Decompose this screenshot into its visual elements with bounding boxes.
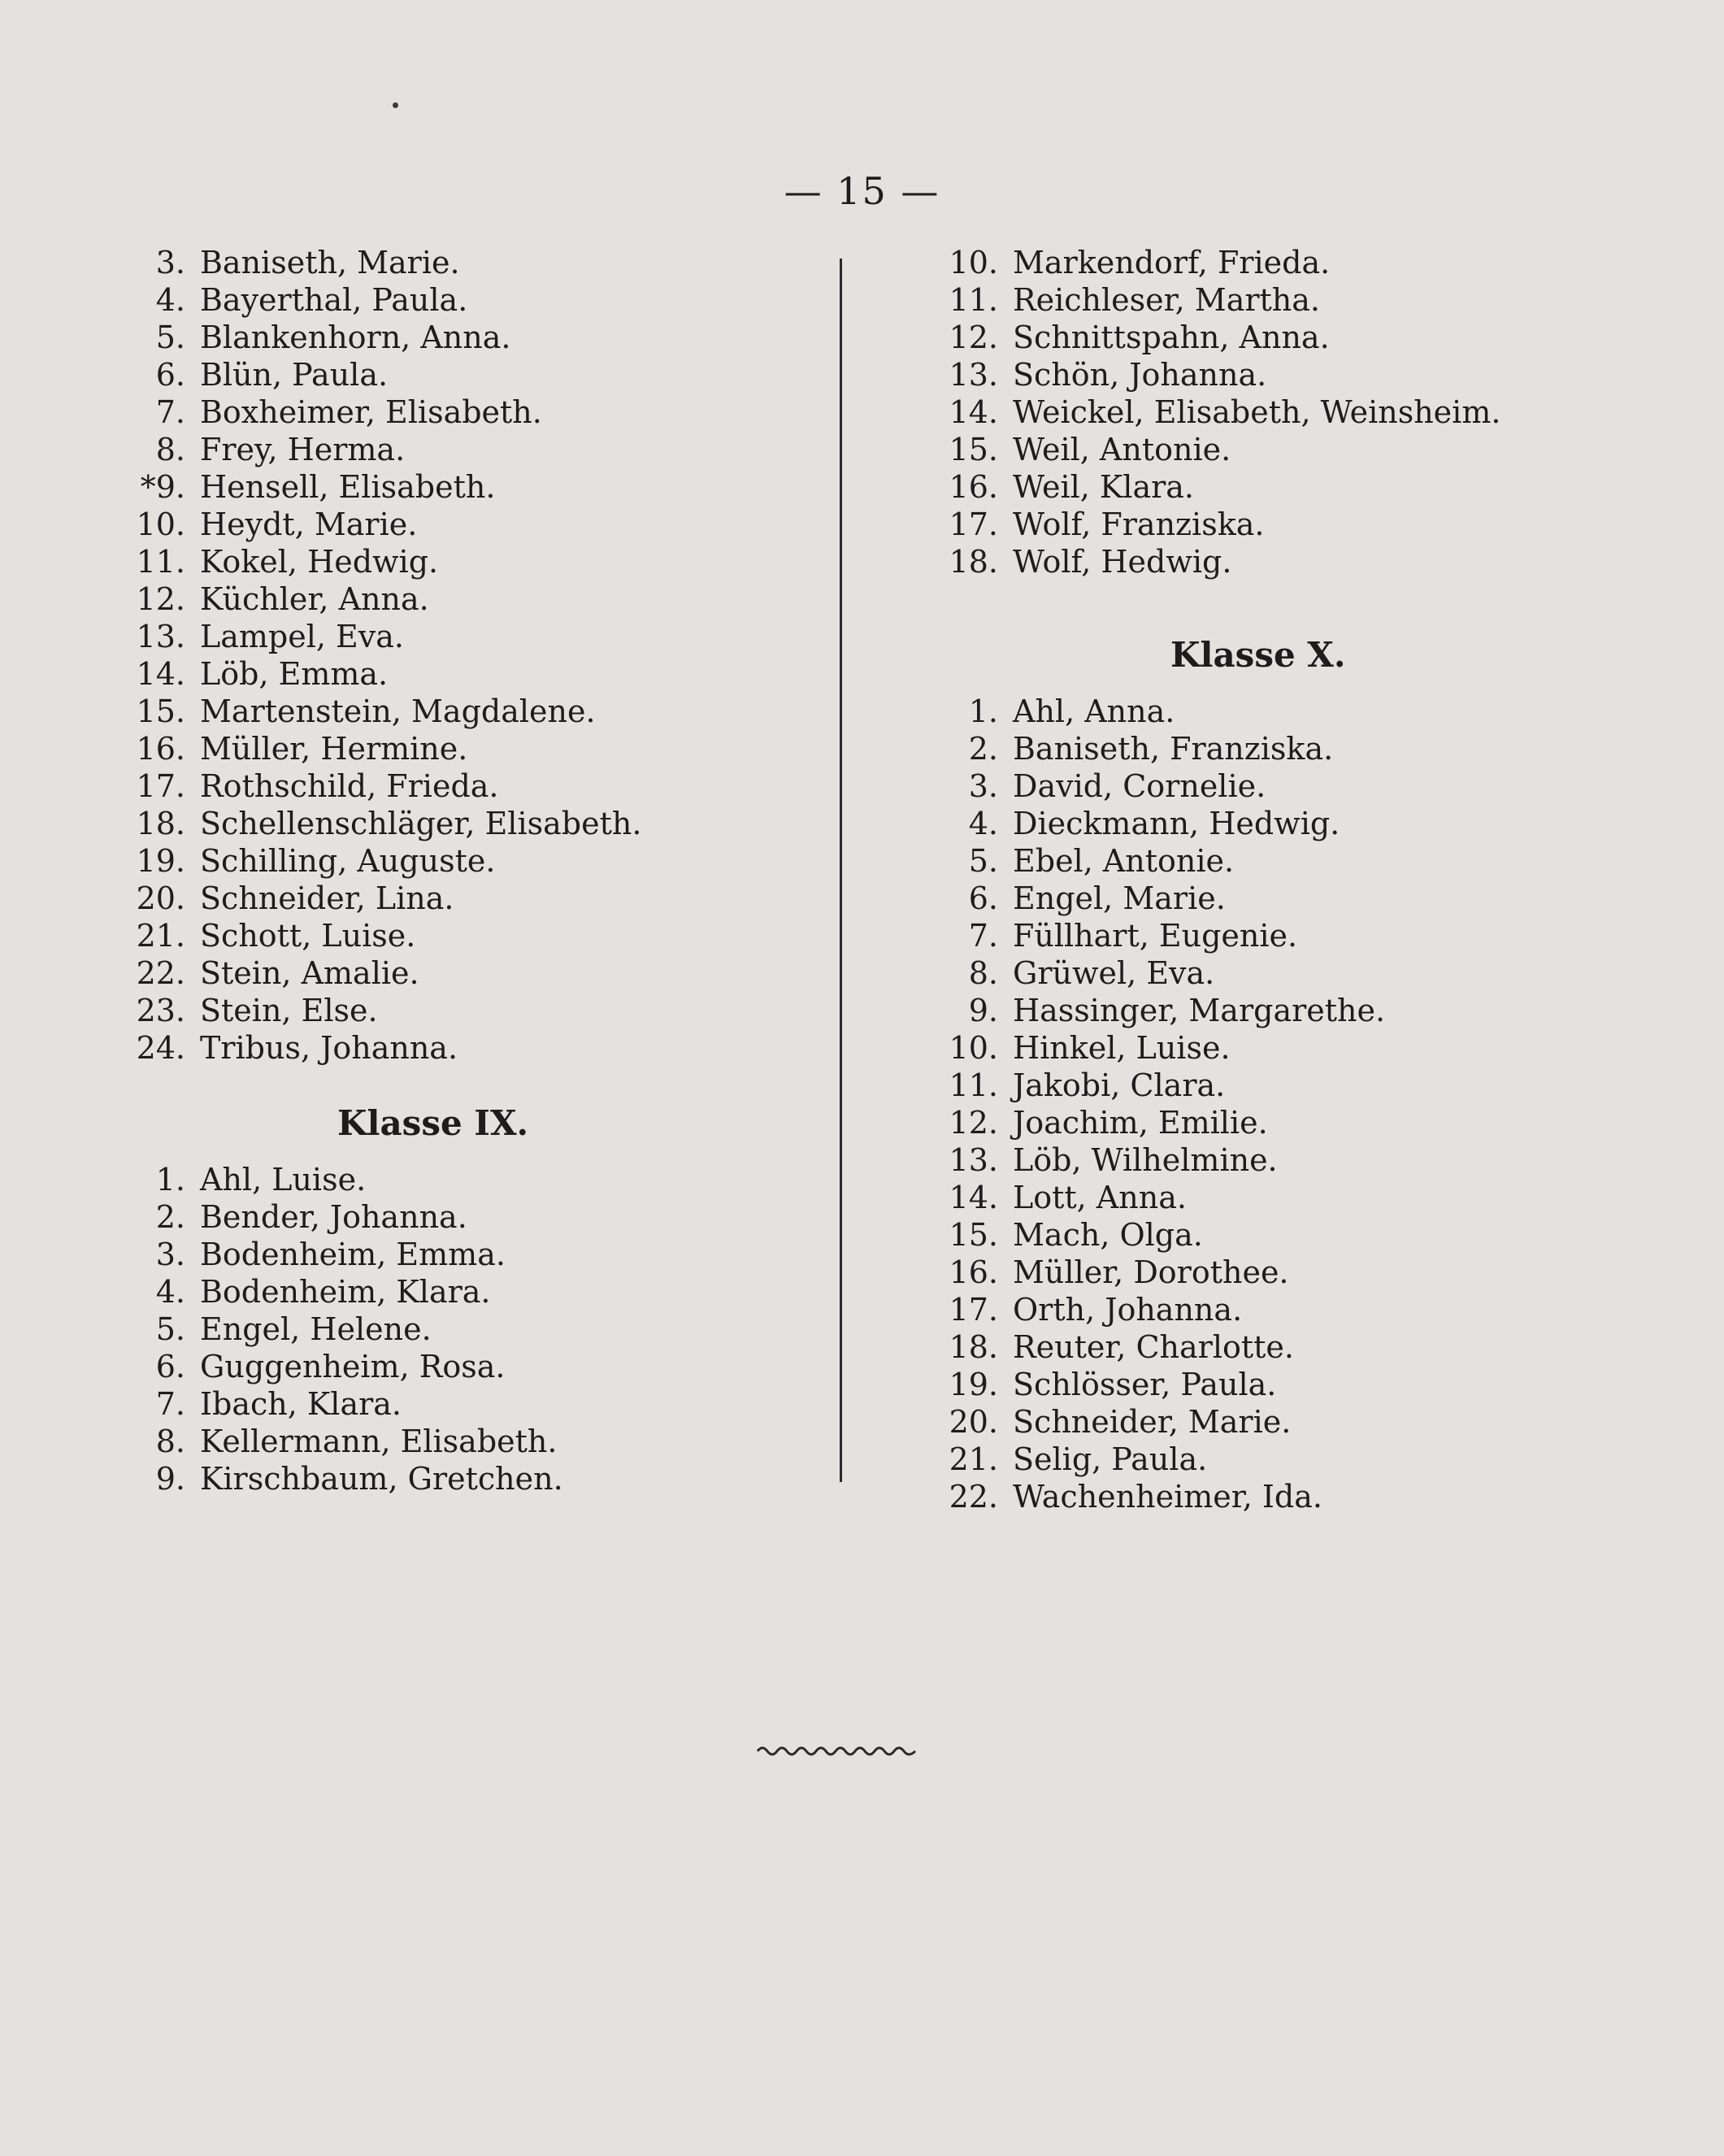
list-item: 18. Reuter, Charlotte. [949,1329,1294,1365]
name-list-continued [935,244,1650,580]
list-item: 5. Blankenhorn, Anna. [155,319,511,355]
list-item: 16. Weil, Klara. [949,469,1195,505]
list-item: 3. Bodenheim, Emma. [155,1237,506,1272]
list-item: 14. Weickel, Elisabeth, Weinsheim. [949,394,1501,430]
list-item: 4. Dieckmann, Hedwig. [968,806,1340,841]
list-item: 17. Rothschild, Frieda. [136,768,499,804]
list-item: 3. Baniseth, Marie. [155,245,460,280]
list-item: 24. Tribus, Johanna. [136,1030,458,1066]
wavy-rule-ornament [756,1740,918,1759]
list-item: 8. Frey, Herma. [155,432,406,467]
page-number: — 15 — [784,169,940,213]
list-item: 13. Löb, Wilhelmine. [949,1142,1278,1178]
list-item: 21. Selig, Paula. [949,1441,1208,1477]
list-item: 12. Schnittspahn, Anna. [949,319,1330,355]
list-item: 20. Schneider, Lina. [136,880,454,916]
list-item: 9. Kirschbaum, Gretchen. [155,1461,563,1497]
list-item: 21. Schott, Luise. [136,918,416,954]
list-item: 11. Kokel, Hedwig. [136,544,439,580]
list-item: 16. Müller, Dorothee. [949,1254,1289,1290]
list-item: 4. Bayerthal, Paula. [155,282,468,318]
list-item: 19. Schilling, Auguste. [136,843,496,879]
list-item: 5. Ebel, Antonie. [968,843,1235,879]
list-item: 9. Hassinger, Margarethe. [968,993,1386,1028]
list-item: 2. Baniseth, Franziska. [968,731,1334,767]
list-item: 7. Füllhart, Eugenie. [968,918,1298,954]
list-item: 11. Reichleser, Martha. [949,282,1320,318]
list-item: 22. Stein, Amalie. [136,955,419,991]
list-item: 18. Schellenschläger, Elisabeth. [136,806,642,841]
list-item: 17. Wolf, Franziska. [949,506,1265,542]
list-item: 12. Küchler, Anna. [136,581,429,617]
list-item: 13. Schön, Johanna. [949,357,1267,393]
list-item: 13. Lampel, Eva. [136,619,404,654]
list-item: 7. Boxheimer, Elisabeth. [155,394,542,430]
name-list-klasse-x [935,693,1650,1515]
list-item: 2. Bender, Johanna. [155,1199,467,1235]
list-item: 8. Kellermann, Elisabeth. [155,1424,558,1459]
left-column [122,244,805,1497]
list-item: 10. Heydt, Marie. [136,506,418,542]
list-item: 1. Ahl, Anna. [968,693,1175,729]
list-item: 22. Wachenheimer, Ida. [949,1479,1322,1515]
list-item: 17. Orth, Johanna. [949,1292,1243,1328]
ink-dot [393,102,398,108]
class-heading-ix: Klasse IX. [337,1103,529,1143]
list-item: 6. Blün, Paula. [155,357,389,393]
list-item: 8. Grüwel, Eva. [968,955,1215,991]
list-item: 14. Lott, Anna. [949,1180,1187,1215]
list-item: 6. Engel, Marie. [968,880,1226,916]
list-item: 15. Weil, Antonie. [949,432,1231,467]
list-item: 18. Wolf, Hedwig. [949,544,1232,580]
list-item: 19. Schlösser, Paula. [949,1367,1277,1402]
list-item: 10. Markendorf, Frieda. [949,245,1331,280]
name-list-continued [122,244,805,1067]
list-item: 10. Hinkel, Luise. [949,1030,1231,1066]
list-item: 4. Bodenheim, Klara. [155,1274,491,1310]
list-item: 5. Engel, Helene. [155,1311,432,1347]
list-item: 11. Jakobi, Clara. [949,1067,1226,1103]
list-item: 16. Müller, Hermine. [136,731,468,767]
class-heading-x: Klasse X. [1170,635,1346,675]
list-item: 6. Guggenheim, Rosa. [155,1349,506,1384]
list-item: 12. Joachim, Emilie. [949,1105,1268,1141]
list-item: 1. Ahl, Luise. [155,1162,367,1198]
list-item: 15. Martenstein, Magdalene. [136,693,596,729]
list-item: *9. Hensell, Elisabeth. [140,469,496,505]
list-item: 20. Schneider, Marie. [949,1404,1292,1440]
list-item: 15. Mach, Olga. [949,1217,1203,1253]
right-column [935,244,1650,1515]
list-item: 3. David, Cornelie. [968,768,1266,804]
list-item: 14. Löb, Emma. [136,656,389,692]
column-divider [840,259,842,1482]
list-item: 7. Ibach, Klara. [155,1386,402,1422]
name-list-klasse-ix [122,1161,805,1497]
list-item: 23. Stein, Else. [136,993,378,1028]
